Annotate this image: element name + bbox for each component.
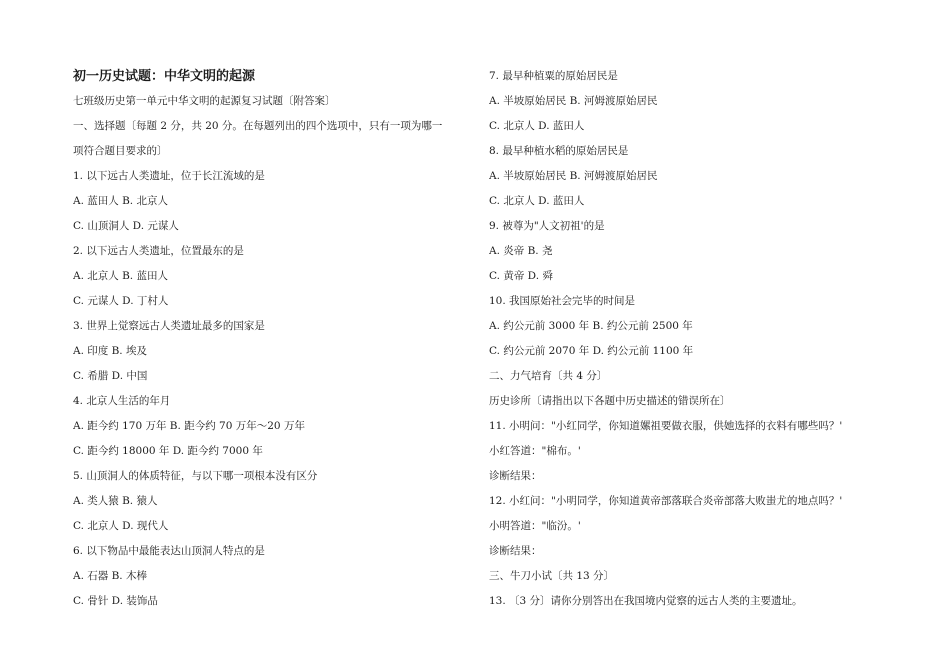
text-line: C. 元谋人 D. 丁村人 [73,295,169,307]
text-line: 小红答道："棉布。' [489,445,581,457]
text-line: 3. 世界上觉察远古人类遗址最多的国家是 [73,320,265,332]
text-line: 1. 以下远古人类遗址，位于长江流域的是 [73,170,265,182]
document-title: 初一历史试题：中华文明的起源 [73,69,256,84]
text-line: A. 约公元前 3000 年 B. 约公元前 2500 年 [489,320,693,332]
text-line: 13. 〔3 分〕请你分别答出在我国境内觉察的远古人类的主要遗址。 [489,595,803,607]
text-line: A. 北京人 B. 蓝田人 [73,270,168,282]
text-line: 6. 以下物品中最能表达山顶洞人特点的是 [73,545,265,557]
right-column [489,64,909,614]
text-line: A. 石器 B. 木棒 [73,570,147,582]
text-line: 三、牛刀小试〔共 13 分〕 [489,570,615,582]
text-line: 7. 最早种植粟的原始居民是 [489,70,618,82]
text-line: 小明答道："临汾。' [489,520,581,532]
text-line: A. 蓝田人 B. 北京人 [73,195,168,207]
text-line: 4. 北京人生活的年月 [73,395,171,407]
text-line: C. 黄帝 D. 舜 [489,270,553,282]
text-line: 9. 被尊为"人文初祖'的是 [489,220,605,232]
text-line: A. 半坡原始居民 B. 河姆渡原始居民 [489,95,658,107]
text-line: C. 北京人 D. 蓝田人 [489,120,585,132]
text-line: A. 印度 B. 埃及 [73,345,147,357]
text-line: 项符合题目要求的〕 [73,145,168,157]
text-line: C. 距今约 18000 年 D. 距今约 7000 年 [73,445,263,457]
text-line: A. 距今约 170 万年 B. 距今约 70 万年～20 万年 [73,420,305,432]
text-line: 一、选择题〔每题 2 分，共 20 分。在每题列出的四个选项中，只有一项为哪一 [73,120,443,132]
text-line: A. 半坡原始居民 B. 河姆渡原始居民 [489,170,658,182]
text-line: A. 类人猿 B. 猿人 [73,495,158,507]
text-line: A. 炎帝 B. 尧 [489,245,553,257]
text-line: C. 约公元前 2070 年 D. 约公元前 1100 年 [489,345,694,357]
text-line: C. 希腊 D. 中国 [73,370,148,382]
text-line: 12. 小红问："小明同学，你知道黄帝部落联合炎帝部落大败蚩尤的地点吗？' [489,495,843,507]
text-line: 历史诊所〔请指出以下各题中历史描述的错误所在〕 [489,395,731,407]
text-line: 11. 小明问："小红同学，你知道嫘祖要做衣服，供她选择的衣料有哪些吗？' [489,420,843,432]
text-line: 七班级历史第一单元中华文明的起源复习试题〔附答案〕 [73,95,336,107]
text-line: 10. 我国原始社会完毕的时间是 [489,295,636,307]
text-line: C. 北京人 D. 蓝田人 [489,195,585,207]
text-line: C. 骨针 D. 装饰品 [73,595,158,607]
text-line: 8. 最早种植水稻的原始居民是 [489,145,629,157]
text-line: 诊断结果： [489,545,542,557]
left-column [73,64,465,614]
text-line: 2. 以下远古人类遗址，位置最东的是 [73,245,244,257]
text-line: 5. 山顶洞人的体质特征，与以下哪一项根本没有区分 [73,470,318,482]
text-line: C. 山顶洞人 D. 元谋人 [73,220,179,232]
text-line: 二、力气培育〔共 4 分〕 [489,370,608,382]
text-line: C. 北京人 D. 现代人 [73,520,169,532]
text-line: 诊断结果： [489,470,542,482]
left-lines [73,89,465,614]
right-lines [489,64,909,614]
